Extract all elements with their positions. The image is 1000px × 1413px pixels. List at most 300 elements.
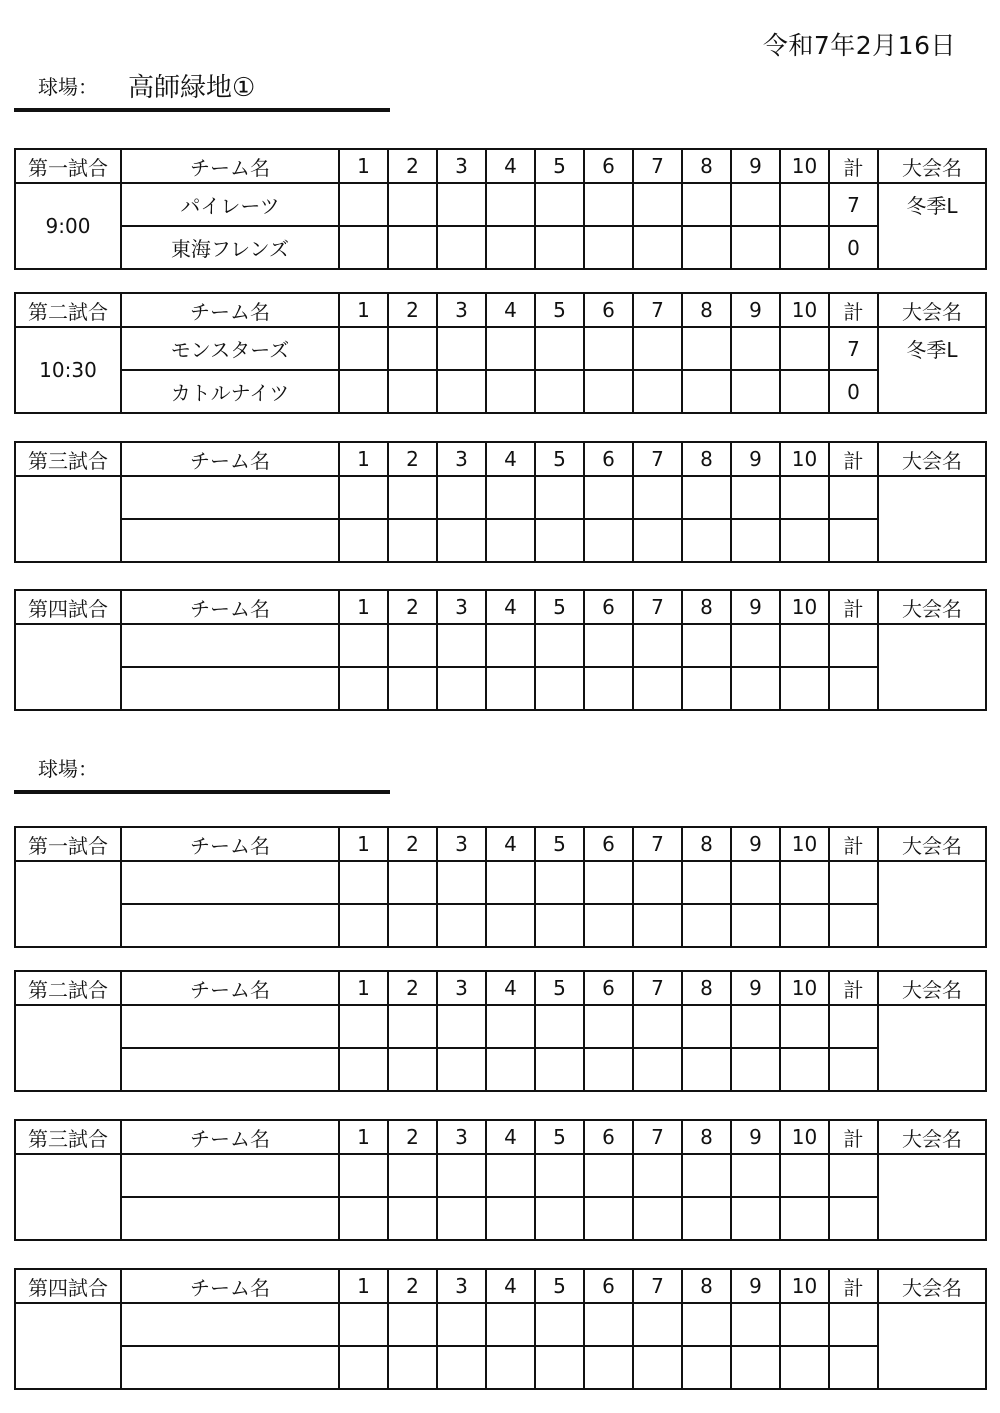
team-name: 東海フレンズ [121,226,339,269]
inning-score-cell [486,904,535,947]
inning-score-cell [731,226,780,269]
inning-score-cell [339,226,388,269]
scoreboard [14,589,987,711]
inning-score-cell [731,861,780,904]
tournament-name [878,476,986,562]
inning-header: 3 [437,442,486,476]
team-row [15,1154,986,1197]
team-total [829,667,878,710]
team-total [829,624,878,667]
inning-score-cell [682,667,731,710]
inning-score-cell [584,1154,633,1197]
inning-score-cell [584,370,633,413]
scoreboard-header-row [15,293,986,327]
inning-score-cell [584,519,633,562]
inning-score-cell [731,183,780,226]
tournament-name [878,624,986,710]
inning-header: 4 [486,149,535,183]
team-total [829,861,878,904]
team-row [15,861,986,904]
inning-header: 1 [339,971,388,1005]
team-total: 7 [829,183,878,226]
team-name [121,1154,339,1197]
game-time: 9:00 [15,183,121,269]
inning-score-cell [584,624,633,667]
inning-header: 9 [731,971,780,1005]
inning-score-cell [731,370,780,413]
inning-header: 10 [780,971,829,1005]
inning-header: 3 [437,827,486,861]
team-row [15,519,986,562]
inning-header: 4 [486,1269,535,1303]
team-name-header: チーム名 [121,590,339,624]
inning-score-cell [388,904,437,947]
inning-header: 3 [437,293,486,327]
team-total [829,1048,878,1091]
inning-header: 8 [682,827,731,861]
inning-score-cell [535,624,584,667]
inning-score-cell [633,1303,682,1346]
inning-header: 5 [535,149,584,183]
inning-score-cell [535,1005,584,1048]
tournament-name: 冬季L [878,327,986,413]
venue-name: 高師緑地① [128,73,256,103]
inning-score-cell [437,519,486,562]
inning-score-cell [388,1303,437,1346]
inning-score-cell [682,476,731,519]
inning-score-cell [731,476,780,519]
inning-header: 4 [486,590,535,624]
inning-header: 7 [633,590,682,624]
inning-score-cell [486,226,535,269]
game-title: 第一試合 [15,827,121,861]
tournament-header: 大会名 [878,590,986,624]
inning-score-cell [486,624,535,667]
inning-score-cell [437,183,486,226]
inning-header: 4 [486,1120,535,1154]
team-total [829,519,878,562]
game-time [15,1154,121,1240]
scoreboard-header-row [15,1120,986,1154]
inning-header: 6 [584,1120,633,1154]
tournament-name: 冬季L [878,183,986,269]
inning-score-cell [584,1303,633,1346]
inning-score-cell [339,519,388,562]
inning-score-cell [535,1303,584,1346]
team-name [121,1005,339,1048]
team-row [15,183,986,226]
team-name [121,519,339,562]
inning-header: 1 [339,1120,388,1154]
inning-score-cell [682,183,731,226]
scoreboard [14,826,987,948]
team-row [15,624,986,667]
tournament-header: 大会名 [878,1269,986,1303]
inning-header: 4 [486,293,535,327]
scoreboard [14,1268,987,1390]
inning-score-cell [682,327,731,370]
inning-score-cell [731,904,780,947]
inning-header: 1 [339,1269,388,1303]
team-total [829,476,878,519]
inning-score-cell [633,519,682,562]
inning-score-cell [437,861,486,904]
team-total [829,1005,878,1048]
tournament-name [878,1154,986,1240]
total-header: 計 [829,1120,878,1154]
inning-header: 5 [535,293,584,327]
team-name [121,1197,339,1240]
inning-score-cell [633,1346,682,1389]
team-name-header: チーム名 [121,149,339,183]
inning-score-cell [780,519,829,562]
inning-header: 7 [633,1269,682,1303]
team-row [15,476,986,519]
inning-header: 9 [731,1120,780,1154]
team-total: 7 [829,327,878,370]
inning-score-cell [388,667,437,710]
inning-score-cell [388,861,437,904]
team-row [15,904,986,947]
inning-score-cell [339,624,388,667]
inning-score-cell [731,624,780,667]
inning-header: 9 [731,442,780,476]
inning-score-cell [535,1197,584,1240]
team-name [121,624,339,667]
scoreboard-header-row [15,442,986,476]
team-total [829,1346,878,1389]
inning-score-cell [486,1154,535,1197]
inning-score-cell [437,1154,486,1197]
team-name-header: チーム名 [121,971,339,1005]
inning-header: 1 [339,149,388,183]
inning-score-cell [633,1005,682,1048]
inning-score-cell [339,1303,388,1346]
inning-header: 10 [780,1120,829,1154]
inning-header: 9 [731,293,780,327]
team-row [15,327,986,370]
scoreboard-header-row [15,1269,986,1303]
inning-header: 8 [682,1269,731,1303]
inning-score-cell [535,667,584,710]
inning-score-cell [535,226,584,269]
inning-score-cell [437,624,486,667]
inning-score-cell [731,1154,780,1197]
inning-score-cell [486,667,535,710]
scoreboard [14,441,987,563]
inning-score-cell [486,1346,535,1389]
inning-score-cell [682,861,731,904]
game-title: 第二試合 [15,971,121,1005]
inning-header: 3 [437,149,486,183]
team-row [15,667,986,710]
inning-score-cell [780,667,829,710]
inning-score-cell [633,904,682,947]
inning-score-cell [437,226,486,269]
scoreboard-header-row [15,971,986,1005]
inning-score-cell [339,183,388,226]
inning-header: 1 [339,827,388,861]
inning-score-cell [437,1005,486,1048]
inning-header: 6 [584,971,633,1005]
team-total: 0 [829,226,878,269]
inning-header: 6 [584,442,633,476]
inning-header: 3 [437,971,486,1005]
inning-score-cell [780,370,829,413]
inning-score-cell [486,183,535,226]
inning-score-cell [682,519,731,562]
inning-score-cell [486,1005,535,1048]
inning-score-cell [584,1197,633,1240]
game-title: 第四試合 [15,590,121,624]
team-total [829,1197,878,1240]
inning-score-cell [633,667,682,710]
inning-score-cell [633,1048,682,1091]
team-row [15,1048,986,1091]
inning-score-cell [731,327,780,370]
inning-score-cell [780,1346,829,1389]
inning-header: 7 [633,149,682,183]
inning-header: 10 [780,1269,829,1303]
inning-header: 5 [535,1120,584,1154]
inning-score-cell [388,1154,437,1197]
inning-header: 2 [388,827,437,861]
inning-header: 3 [437,590,486,624]
game-time [15,624,121,710]
inning-score-cell [437,370,486,413]
inning-score-cell [633,327,682,370]
inning-header: 4 [486,827,535,861]
inning-score-cell [731,1346,780,1389]
inning-header: 10 [780,827,829,861]
inning-score-cell [388,624,437,667]
inning-header: 3 [437,1269,486,1303]
tournament-header: 大会名 [878,1120,986,1154]
inning-header: 4 [486,971,535,1005]
inning-header: 8 [682,149,731,183]
inning-header: 7 [633,827,682,861]
total-header: 計 [829,590,878,624]
team-name [121,904,339,947]
inning-score-cell [339,370,388,413]
venue-1-header [14,68,390,112]
team-row [15,1346,986,1389]
venue-2-header [14,750,390,794]
game-time [15,1303,121,1389]
inning-score-cell [535,327,584,370]
inning-score-cell [731,1048,780,1091]
inning-score-cell [682,226,731,269]
team-name: パイレーツ [121,183,339,226]
inning-score-cell [584,1048,633,1091]
inning-score-cell [780,1048,829,1091]
inning-score-cell [486,1197,535,1240]
inning-score-cell [682,904,731,947]
team-total: 0 [829,370,878,413]
venue-label: 球場： [38,757,98,781]
inning-score-cell [731,667,780,710]
inning-score-cell [682,1346,731,1389]
game-title: 第三試合 [15,1120,121,1154]
inning-score-cell [535,519,584,562]
team-name-header: チーム名 [121,1120,339,1154]
inning-header: 2 [388,442,437,476]
inning-score-cell [339,327,388,370]
inning-score-cell [535,861,584,904]
inning-score-cell [339,1005,388,1048]
inning-score-cell [535,1048,584,1091]
total-header: 計 [829,149,878,183]
game-time [15,861,121,947]
inning-score-cell [388,327,437,370]
inning-score-cell [486,370,535,413]
inning-score-cell [339,861,388,904]
total-header: 計 [829,293,878,327]
inning-score-cell [339,1346,388,1389]
inning-score-cell [535,183,584,226]
total-header: 計 [829,1269,878,1303]
inning-score-cell [584,183,633,226]
inning-score-cell [486,519,535,562]
inning-score-cell [437,476,486,519]
team-name-header: チーム名 [121,827,339,861]
inning-score-cell [682,624,731,667]
inning-score-cell [780,327,829,370]
inning-score-cell [780,1154,829,1197]
inning-score-cell [437,1303,486,1346]
inning-score-cell [486,327,535,370]
inning-header: 2 [388,1269,437,1303]
inning-score-cell [731,1197,780,1240]
team-row [15,226,986,269]
scoreboard-header-row [15,827,986,861]
inning-score-cell [437,1346,486,1389]
inning-score-cell [780,476,829,519]
game-title: 第四試合 [15,1269,121,1303]
inning-header: 10 [780,293,829,327]
inning-score-cell [682,1048,731,1091]
inning-score-cell [633,226,682,269]
inning-score-cell [437,327,486,370]
inning-header: 10 [780,442,829,476]
inning-score-cell [731,1303,780,1346]
inning-score-cell [339,1048,388,1091]
game-title: 第二試合 [15,293,121,327]
inning-score-cell [780,183,829,226]
inning-score-cell [388,476,437,519]
inning-header: 8 [682,1120,731,1154]
inning-score-cell [437,1048,486,1091]
team-row [15,1197,986,1240]
inning-score-cell [339,904,388,947]
inning-header: 2 [388,590,437,624]
inning-score-cell [584,327,633,370]
inning-header: 5 [535,827,584,861]
team-name [121,476,339,519]
inning-header: 6 [584,293,633,327]
inning-header: 1 [339,442,388,476]
tournament-name [878,1005,986,1091]
team-total [829,904,878,947]
inning-score-cell [339,476,388,519]
inning-score-cell [486,1303,535,1346]
inning-score-cell [584,476,633,519]
scoreboard [14,292,987,414]
total-header: 計 [829,827,878,861]
team-name-header: チーム名 [121,442,339,476]
inning-score-cell [633,624,682,667]
inning-score-cell [584,904,633,947]
inning-score-cell [633,476,682,519]
team-name [121,1303,339,1346]
tournament-name [878,1303,986,1389]
inning-score-cell [339,1197,388,1240]
inning-score-cell [388,519,437,562]
inning-header: 1 [339,293,388,327]
inning-score-cell [486,1048,535,1091]
game-time [15,1005,121,1091]
inning-score-cell [437,904,486,947]
inning-score-cell [633,183,682,226]
document-date: 令和7年2月16日 [762,31,956,60]
inning-header: 5 [535,590,584,624]
inning-header: 5 [535,1269,584,1303]
inning-header: 7 [633,293,682,327]
inning-header: 3 [437,1120,486,1154]
inning-score-cell [682,1154,731,1197]
inning-score-cell [388,183,437,226]
game-title: 第一試合 [15,149,121,183]
inning-score-cell [780,1303,829,1346]
team-row [15,370,986,413]
inning-score-cell [388,1346,437,1389]
inning-header: 6 [584,590,633,624]
inning-score-cell [339,667,388,710]
inning-header: 2 [388,293,437,327]
inning-score-cell [780,1197,829,1240]
inning-score-cell [388,370,437,413]
inning-score-cell [388,1197,437,1240]
team-name [121,1048,339,1091]
total-header: 計 [829,442,878,476]
team-name [121,1346,339,1389]
inning-score-cell [339,1154,388,1197]
team-name [121,667,339,710]
inning-header: 10 [780,149,829,183]
inning-score-cell [535,370,584,413]
inning-header: 2 [388,971,437,1005]
inning-score-cell [388,1005,437,1048]
scoreboard-header-row [15,590,986,624]
inning-score-cell [437,1197,486,1240]
inning-header: 8 [682,971,731,1005]
inning-score-cell [388,226,437,269]
venue-label: 球場： [38,75,98,99]
inning-header: 5 [535,971,584,1005]
total-header: 計 [829,971,878,1005]
inning-score-cell [584,861,633,904]
inning-header: 9 [731,827,780,861]
inning-score-cell [486,861,535,904]
inning-header: 2 [388,149,437,183]
tournament-header: 大会名 [878,293,986,327]
inning-header: 1 [339,590,388,624]
inning-score-cell [535,1346,584,1389]
inning-header: 8 [682,590,731,624]
inning-header: 7 [633,971,682,1005]
inning-score-cell [682,1005,731,1048]
inning-score-cell [682,370,731,413]
